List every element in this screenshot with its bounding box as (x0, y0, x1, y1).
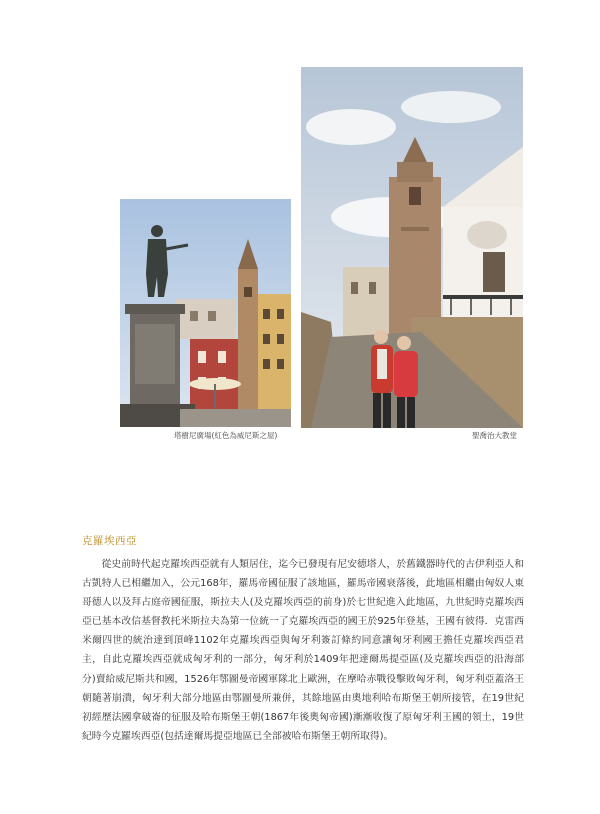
photo-caption: 聖喬治大教堂 (472, 431, 517, 440)
body-paragraph: 從史前時代起克羅埃西亞就有人類居住，迄今已發現有尼安德塔人，於舊鐵器時代的古伊利亞人和古凱特人已相繼加入，公元168年，羅馬帝國征服了該地區，羅馬帝國衰落後，此地區相繼由匈奴人東哥德人以及拜占庭帝國征服，斯拉夫人(及克羅埃西亞的前身)於七世紀進入此地區，九世紀時克羅埃西亞已基本改信基督教托米斯拉夫為第一位統一了克羅埃西亞的國王於925年登基，王國有彼得．克雷西米爾四世的統治達到頂峰1102年克羅埃西亞與匈牙利簽訂條約同意讓匈牙利國王擔任克羅埃西亞君主，自此克羅埃西亞就成匈牙利的一部分，匈牙利於1409年把達爾馬提亞區(及克羅埃西亞的沿海部分)賣給威尼斯共和國，1526年鄂圖曼帝國軍隊北上歐洲，在摩哈赤戰役擊敗匈牙利，匈牙利亞蓋洛王朝隨著崩潰，匈牙利大部分地區由鄂圖曼所兼併，其餘地區由奧地利哈布斯堡王朝所接管，在19世紀初經歷法國拿破崙的征服及哈布斯堡王朝(1867年後奧匈帝國)漸漸收復了原匈牙利王國的領土，19世紀時今克羅埃西亞(包括達爾馬提亞地區已全部被哈布斯堡王朝所取得)。 (82, 559, 524, 742)
tartini-square-photo (120, 199, 291, 427)
section-title: 克羅埃西亞 (82, 535, 137, 547)
photo-caption: 塔樹尼廣場(紅色為威尼斯之屋) (174, 431, 278, 440)
st-george-church-photo (301, 67, 523, 428)
